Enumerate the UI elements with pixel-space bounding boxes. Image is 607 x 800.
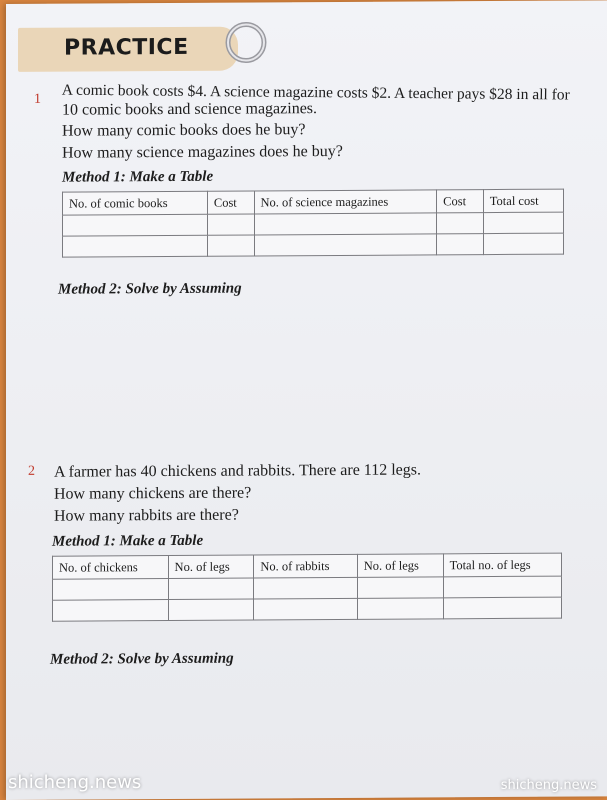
table-cell[interactable] xyxy=(357,598,443,620)
watermark: shicheng.news xyxy=(8,772,142,793)
answer-table xyxy=(62,189,564,258)
table-header-cell: Cost xyxy=(207,191,254,214)
table-cell[interactable] xyxy=(53,600,169,622)
table-cell[interactable] xyxy=(63,214,208,236)
table-cell[interactable] xyxy=(437,234,484,255)
binder-ring-icon xyxy=(224,20,268,64)
section-title: PRACTICE xyxy=(64,34,189,61)
question-line: A farmer has 40 chickens and rabbits. There are 112 legs. xyxy=(54,461,421,481)
table-cell[interactable] xyxy=(483,233,563,254)
table-cell[interactable] xyxy=(483,212,563,233)
table-header-cell: No. of comic books xyxy=(63,191,208,215)
table-header-cell: No. of legs xyxy=(357,554,443,578)
watermark: shicheng.news xyxy=(500,778,597,793)
table-cell[interactable] xyxy=(254,213,437,235)
question-line: 10 comic books and science magazines. xyxy=(62,100,318,119)
table-row xyxy=(63,212,564,236)
question-number: 2 xyxy=(28,463,35,479)
method-heading: Method 2: Solve by Assuming xyxy=(58,280,242,298)
table-cell[interactable] xyxy=(254,577,357,599)
textbook-page xyxy=(6,0,607,800)
table-cell[interactable] xyxy=(63,235,208,257)
table-header-cell: No. of science magazines xyxy=(254,190,437,214)
table-cell[interactable] xyxy=(443,576,561,598)
method-heading: Method 2: Solve by Assuming xyxy=(50,650,234,668)
table-cell[interactable] xyxy=(53,579,169,601)
question-number: 1 xyxy=(34,91,41,107)
method-heading: Method 1: Make a Table xyxy=(52,532,204,550)
table-cell[interactable] xyxy=(443,597,561,619)
table-cell[interactable] xyxy=(437,213,484,234)
method-heading: Method 1: Make a Table xyxy=(62,168,214,186)
table-row xyxy=(53,597,562,621)
table-header-cell: Total cost xyxy=(483,189,563,212)
question-line: A comic book costs $4. A science magazine costs $2. A teacher pays $28 in all for xyxy=(61,81,570,104)
table-row xyxy=(63,233,564,257)
question-line: How many science magazines does he buy? xyxy=(62,142,343,162)
table-header-cell: Total no. of legs xyxy=(443,553,561,577)
table-cell[interactable] xyxy=(168,599,254,621)
table-header-cell: No. of rabbits xyxy=(254,554,357,578)
table-header-cell: Cost xyxy=(437,190,484,213)
table-cell[interactable] xyxy=(357,577,443,599)
table-cell[interactable] xyxy=(207,235,254,256)
question-line: How many comic books does he buy? xyxy=(62,121,306,140)
table-header-cell: No. of chickens xyxy=(53,556,169,580)
table-cell[interactable] xyxy=(254,598,357,620)
question-line: How many chickens are there? xyxy=(54,484,252,503)
question-line: How many rabbits are there? xyxy=(54,506,239,525)
table-header-row xyxy=(53,553,562,579)
answer-table xyxy=(52,553,562,622)
table-cell[interactable] xyxy=(254,234,437,256)
table-header-row xyxy=(63,189,564,215)
table-cell[interactable] xyxy=(207,214,254,235)
table-header-cell: No. of legs xyxy=(168,555,254,579)
table-cell[interactable] xyxy=(168,578,254,600)
